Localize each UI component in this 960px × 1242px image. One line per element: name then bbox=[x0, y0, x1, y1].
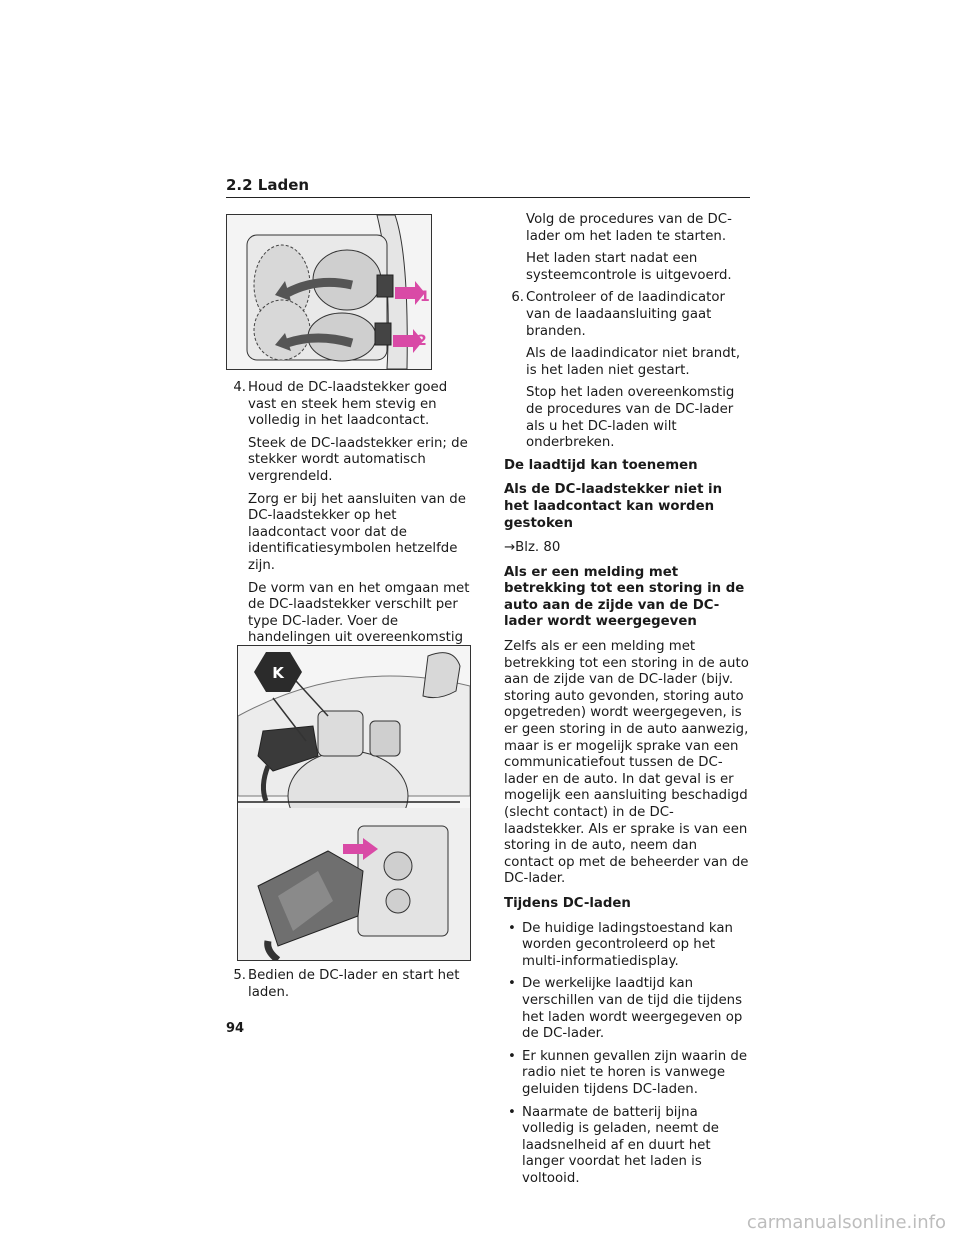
right-column bbox=[504, 212, 751, 1193]
bullet-item: • Naarmate de batterij bijna volledig is geladen, neemt de laadsnelheid af en duurt het langer voordat het laden is voltooid. bbox=[508, 1104, 719, 1186]
subheading: De laadtijd kan toenemen bbox=[504, 457, 698, 473]
step-5 bbox=[226, 968, 474, 1001]
left-column-bottom bbox=[226, 968, 474, 1007]
watermark: carmanualsonline.info bbox=[746, 1212, 946, 1233]
bullet-text: Naarmate de batterij bijna volledig is geladen, neemt de laadsnelheid af en duurt het langer voordat het laden is voltooid. bbox=[522, 1104, 719, 1186]
step-4 bbox=[226, 380, 470, 430]
section-title: 2.2 Laden bbox=[226, 176, 750, 198]
step-text: Houd de DC-laadstekker goed vast en steek hem stevig en volledig in het laadcontact. bbox=[248, 380, 448, 429]
paragraph: De vorm van en het omgaan met de DC-laadstekker verschilt per type DC-lader. Voer de handelingen uit overeenkomstig bbox=[248, 580, 470, 646]
bullet-text: Er kunnen gevallen zijn waarin de radio niet te horen is vanwege geluiden tijdens DC-laden. bbox=[522, 1048, 747, 1097]
bullet-text: De werkelijke laadtijd kan verschillen van de tijd die tijdens het laden wordt weergegeven op de DC-lader. bbox=[522, 976, 743, 1042]
subheading: Tijdens DC-laden bbox=[504, 895, 631, 911]
subheading: Als er een melding met betrekking tot een storing in de auto aan de zijde van de DC-lader wordt weergegeven bbox=[504, 564, 745, 630]
dc-plug-illustration bbox=[237, 645, 471, 961]
identification-badge: K bbox=[272, 664, 284, 682]
paragraph: Zelfs als er een melding met betrekking tot een storing in de auto aan de zijde van de DC-lader (bijv. storing auto gevonden, storing auto opgetreden) wordt weergegeven, is er geen storing in de auto aanwezig, maar is er mogelijk sprake van een communicatiefout tussen de DC-lader en de auto. In dat geval is er mogelijk een aansluiting beschadigd (slecht contact) in de DC-laadstekker. Als er sprake is van een storing in de auto, neem dan contact op met de beheerder van de DC-lader. bbox=[504, 639, 749, 887]
paragraph: Steek de DC-laadstekker erin; de stekker wordt automatisch vergrendeld. bbox=[248, 435, 468, 484]
arrow-label-2: 2 bbox=[417, 333, 427, 349]
charging-port-illustration bbox=[226, 214, 432, 370]
page-number: 94 bbox=[226, 1021, 245, 1036]
paragraph: Het laden start nadat een systeemcontrole is uitgevoerd. bbox=[526, 251, 732, 283]
step-number: 5. bbox=[233, 968, 246, 983]
paragraph: Stop het laden overeenkomstig de procedures van de DC-lader als u het DC-laden wilt onderbreken. bbox=[526, 385, 735, 451]
step-text: Bedien de DC-lader en start het laden. bbox=[248, 968, 460, 1000]
step-number: 6. bbox=[511, 290, 524, 306]
bullet-text: De huidige ladingstoestand kan worden gecontroleerd op het multi-informatiedisplay. bbox=[522, 920, 733, 969]
paragraph: Volg de procedures van de DC-lader om het laden te starten. bbox=[526, 212, 732, 244]
step-6 bbox=[504, 290, 751, 340]
bullet-item: • Er kunnen gevallen zijn waarin de radio niet te horen is vanwege geluiden tijdens DC-laden. bbox=[508, 1048, 747, 1097]
paragraph: Zorg er bij het aansluiten van de DC-laadstekker op het laadcontact voor dat de identificatiesymbolen hetzelfde zijn. bbox=[248, 491, 466, 573]
bullet-item: • De werkelijke laadtijd kan verschillen van de tijd die tijdens het laden wordt weergegeven op de DC-lader. bbox=[508, 976, 743, 1042]
step-number: 4. bbox=[233, 380, 246, 395]
bullet-item: • De huidige ladingstoestand kan worden gecontroleerd op het multi-informatiedisplay. bbox=[508, 920, 733, 969]
page-reference: →Blz. 80 bbox=[504, 540, 561, 556]
left-column bbox=[226, 380, 470, 670]
step-text: Controleer of de laadindicator van de laadaansluiting gaat branden. bbox=[526, 290, 725, 339]
subheading: Als de DC-laadstekker niet in het laadcontact kan worden gestoken bbox=[504, 482, 723, 531]
arrow-label-1: 1 bbox=[420, 289, 430, 305]
paragraph: Als de laadindicator niet brandt, is het laden niet gestart. bbox=[526, 346, 741, 378]
